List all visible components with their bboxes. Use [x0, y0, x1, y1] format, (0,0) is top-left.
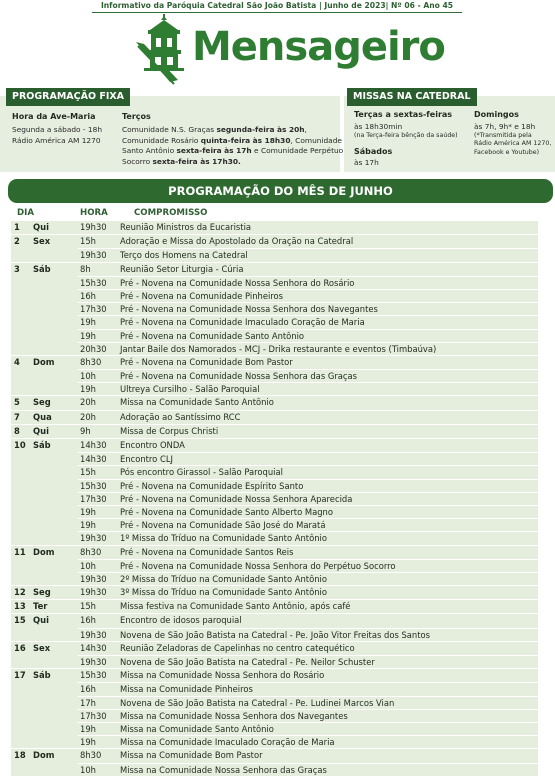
event-time: 19h30	[78, 248, 118, 261]
event-time: 19h	[78, 329, 118, 342]
sunday-broadcast-note-2: Rádio América AM 1270,	[474, 140, 552, 148]
schedule-row	[11, 709, 538, 722]
schedule-row	[11, 248, 538, 261]
schedule-row	[11, 382, 538, 395]
schedule-row	[11, 289, 538, 302]
schedule-row	[11, 452, 538, 465]
column-header-time: HORA	[80, 208, 108, 218]
event-time: 19h30	[78, 221, 118, 234]
event-time: 8h30	[78, 749, 118, 762]
event-description: Novena de São João Batista na Catedral - Pe. Neilor Schuster	[118, 655, 538, 668]
schedule-row	[11, 492, 538, 505]
event-description: 1º Missa do Tríduo na Comunidade Santo Antônio	[118, 531, 538, 544]
schedule-row	[11, 302, 538, 315]
event-time: 10h	[78, 763, 118, 776]
event-time: 16h	[78, 614, 118, 627]
fixed-programming-tag: PROGRAMAÇÃO FIXA	[6, 88, 130, 106]
event-description: Novena de São João Batista na Catedral - Pe. João Vitor Freitas dos Santos	[118, 628, 538, 641]
cathedral-tower-logo	[134, 14, 194, 88]
event-time: 15h	[78, 235, 118, 248]
weekday-label: Qui	[33, 222, 49, 232]
schedule-row	[11, 669, 538, 682]
event-time: 19h	[78, 735, 118, 748]
weekday-masses-note: (na Terça-feira bênção da saúde)	[354, 132, 458, 139]
day-group	[11, 235, 538, 262]
schedule-row	[11, 722, 538, 735]
tercos-line-4: Socorro sexta-feira às 17h30.	[122, 156, 241, 166]
day-group	[11, 356, 538, 397]
event-time: 9h	[78, 425, 118, 438]
event-description: Reunião Zeladoras de Capelinhas no centro catequético	[118, 642, 538, 655]
event-description: Missa na Comunidade Nossa Senhora do Rosário	[118, 669, 538, 682]
day-group	[11, 425, 538, 439]
sunday-masses-title: Domingos	[474, 110, 519, 119]
event-time: 17h	[78, 696, 118, 709]
ave-maria-radio: Rádio América AM 1270	[12, 135, 101, 145]
day-group	[11, 600, 538, 614]
event-time: 19h30	[78, 655, 118, 668]
day-group	[11, 614, 538, 641]
newsletter-title: Mensageiro	[192, 24, 445, 70]
event-description: Ultreya Cursilho - Salão Paroquial	[118, 382, 538, 395]
event-description: 3º Missa do Tríduo na Comunidade Santo Antônio	[118, 586, 538, 599]
event-description: Terço dos Homens na Catedral	[118, 248, 538, 261]
event-time: 19h	[78, 505, 118, 518]
weekday-label: Sex	[33, 642, 51, 653]
weekday-label: Qui	[33, 425, 49, 436]
day-number: 12	[14, 587, 26, 598]
weekday-label: Qui	[33, 615, 49, 626]
event-time: 10h	[78, 369, 118, 382]
event-description: Encontro de idosos paroquial	[118, 614, 538, 627]
event-description: Pré - Novena na Comunidade Bom Pastor	[118, 356, 538, 369]
weekday-label: Dom	[33, 356, 55, 367]
event-time: 15h30	[78, 669, 118, 682]
day-group	[11, 439, 538, 546]
schedule-row	[11, 221, 538, 234]
cathedral-masses-tag: MISSAS NA CATEDRAL	[347, 88, 477, 106]
schedule-row	[11, 276, 538, 289]
weekday-label: Sáb	[33, 670, 51, 681]
schedule-row	[11, 559, 538, 572]
schedule-row	[11, 531, 538, 544]
weekday-label: Sáb	[33, 263, 51, 274]
day-group	[11, 263, 538, 356]
event-time: 17h30	[78, 492, 118, 505]
event-description: Jantar Baile dos Namorados - MCJ - Drika restaurante e eventos (Timbaúva)	[118, 342, 538, 355]
tercos-line-2: Comunidade Rosário quinta-feira às 18h30, Comunidade	[122, 135, 342, 145]
event-time: 8h30	[78, 546, 118, 559]
month-programming-banner: PROGRAMAÇÃO DO MÊS DE JUNHO	[8, 179, 553, 203]
event-description: Encontro ONDA	[118, 439, 538, 452]
event-time: 16h	[78, 289, 118, 302]
sunday-broadcast-note-3: Facebook e Youtube)	[474, 148, 540, 156]
schedule-row	[11, 586, 538, 599]
day-group	[11, 669, 538, 749]
event-description: Missa na Comunidade Nossa Senhora das Graças	[118, 763, 538, 776]
saturday-masses-time: às 17h	[354, 158, 379, 167]
event-description: Missa na Comunidade Imaculado Coração de Maria	[118, 735, 538, 748]
schedule-row	[11, 465, 538, 478]
sunday-broadcast-note-1: (*Transmitida pela	[474, 132, 532, 139]
event-description: Pré - Novena na Comunidade Nossa Senhora Aparecida	[118, 492, 538, 505]
cathedral-masses-panel	[344, 91, 555, 172]
day-group	[11, 642, 538, 669]
event-time: 14h30	[78, 642, 118, 655]
event-description: Missa na Comunidade Pinheiros	[118, 682, 538, 695]
event-time: 19h30	[78, 572, 118, 585]
day-number: 1	[14, 222, 20, 232]
saturday-masses-title: Sábados	[354, 147, 393, 156]
event-time: 17h30	[78, 709, 118, 722]
day-group	[11, 411, 538, 425]
weekday-label: Seg	[33, 587, 51, 598]
day-number: 4	[14, 356, 20, 367]
weekday-label: Ter	[33, 601, 48, 612]
schedule-row	[11, 356, 538, 369]
day-number: 2	[14, 236, 20, 247]
schedule-row	[11, 396, 538, 409]
schedule-row	[11, 655, 538, 668]
schedule-row	[11, 572, 538, 585]
day-number: 8	[14, 425, 20, 436]
tercos-line-3: Santo Antônio sexta-feira às 17h e Comunidade Perpétuo	[122, 146, 344, 156]
tercos-title: Terços	[122, 112, 151, 121]
event-time: 19h	[78, 518, 118, 531]
event-description: Pré - Novena na Comunidade Nossa Senhora das Graças	[118, 369, 538, 382]
schedule-row	[11, 439, 538, 452]
event-description: Pré - Novena na Comunidade Santos Reis	[118, 546, 538, 559]
event-time: 8h	[78, 263, 118, 276]
event-description: 2º Missa do Tríduo na Comunidade Santo Antônio	[118, 572, 538, 585]
event-time: 20h	[78, 411, 118, 424]
event-time: 10h	[78, 559, 118, 572]
schedule-row	[11, 518, 538, 531]
schedule-row	[11, 411, 538, 424]
day-number: 18	[14, 750, 26, 761]
event-time: 19h	[78, 382, 118, 395]
event-time: 14h30	[78, 439, 118, 452]
day-number: 11	[14, 546, 26, 557]
event-description: Pré - Novena na Comunidade Imaculado Coração de Maria	[118, 315, 538, 328]
event-time: 15h	[78, 465, 118, 478]
schedule-table	[11, 221, 538, 777]
day-number: 5	[14, 397, 20, 408]
schedule-row	[11, 342, 538, 355]
event-time: 17h30	[78, 302, 118, 315]
event-description: Missa na Comunidade Bom Pastor	[118, 749, 538, 762]
event-time: 16h	[78, 682, 118, 695]
event-time: 20h	[78, 396, 118, 409]
day-number: 3	[14, 263, 20, 274]
event-time: 19h30	[78, 531, 118, 544]
day-number: 10	[14, 440, 26, 450]
ave-maria-title: Hora da Ave-Maria	[12, 112, 96, 121]
event-time: 19h	[78, 722, 118, 735]
event-description: Missa na Comunidade Santo Antônio	[118, 722, 538, 735]
event-description: Missa festiva na Comunidade Santo Antônio, após café	[118, 600, 538, 613]
newsletter-info-line: Informativo da Paróquia Catedral São João Batista | Junho de 2023| Nº 06 - Ano 45	[92, 0, 462, 13]
day-group	[11, 749, 538, 776]
weekday-label: Seg	[33, 397, 51, 408]
event-description: Pré - Novena na Comunidade Santo Alberto Magno	[118, 505, 538, 518]
ave-maria-schedule: Segunda a sábado - 18h	[12, 125, 103, 134]
event-description: Pré - Novena na Comunidade Pinheiros	[118, 289, 538, 302]
event-description: Reunião Ministros da Eucaristia	[118, 221, 538, 234]
fixed-programming-panel	[0, 91, 344, 172]
event-description: Missa de Corpus Christi	[118, 425, 538, 438]
day-number: 17	[14, 670, 26, 681]
event-description: Pré - Novena na Comunidade Nossa Senhora dos Navegantes	[118, 302, 538, 315]
column-header-commitment: COMPROMISSO	[134, 208, 208, 218]
weekday-label: Sex	[33, 236, 51, 247]
event-description: Reunião Setor Liturgia - Cúria	[118, 263, 538, 276]
event-description: Pré - Novena na Comunidade Santo Antônio	[118, 329, 538, 342]
weekday-label: Sáb	[33, 440, 51, 450]
schedule-row	[11, 329, 538, 342]
event-description: Adoração e Missa do Apostolado da Oração na Catedral	[118, 235, 538, 248]
tercos-line-1: Comunidade N.S. Graças segunda-feira às 20h,	[122, 125, 307, 134]
weekday-masses-time: às 18h30min	[354, 122, 403, 131]
event-time: 15h	[78, 600, 118, 613]
event-time: 15h30	[78, 276, 118, 289]
event-time: 19h30	[78, 628, 118, 641]
weekday-label: Dom	[33, 750, 55, 761]
day-group	[11, 396, 538, 410]
schedule-row	[11, 369, 538, 382]
sunday-masses-time: às 7h, 9h* e 18h	[474, 122, 536, 131]
event-time: 19h	[78, 315, 118, 328]
event-description: Encontro CLJ	[118, 452, 538, 465]
event-description: Pós encontro Girassol - Salão Paroquial	[118, 465, 538, 478]
event-description: Missa na Comunidade Nossa Senhora dos Navegantes	[118, 709, 538, 722]
schedule-row	[11, 682, 538, 695]
event-description: Adoração ao Santíssimo RCC	[118, 411, 538, 424]
schedule-row	[11, 600, 538, 613]
day-group	[11, 546, 538, 587]
event-time: 19h30	[78, 586, 118, 599]
event-description: Pré - Novena na Comunidade Nossa Senhora do Rosário	[118, 276, 538, 289]
day-group	[11, 221, 538, 235]
schedule-row	[11, 315, 538, 328]
schedule-row	[11, 749, 538, 762]
weekday-label: Qua	[33, 411, 52, 422]
event-description: Missa na Comunidade Santo Antônio	[118, 396, 538, 409]
day-number: 7	[14, 411, 20, 422]
schedule-row	[11, 505, 538, 518]
event-time: 20h30	[78, 342, 118, 355]
event-description: Pré - Novena na Comunidade São José do Maratá	[118, 518, 538, 531]
schedule-row	[11, 696, 538, 709]
schedule-row	[11, 628, 538, 641]
day-number: 13	[14, 601, 26, 612]
schedule-row	[11, 425, 538, 438]
schedule-row	[11, 479, 538, 492]
day-number: 16	[14, 642, 26, 653]
schedule-row	[11, 614, 538, 627]
schedule-row	[11, 763, 538, 776]
weekday-masses-title: Terças a sextas-feiras	[354, 110, 453, 119]
schedule-row	[11, 235, 538, 248]
column-header-day: DIA	[17, 208, 34, 218]
event-time: 15h30	[78, 479, 118, 492]
schedule-row	[11, 546, 538, 559]
schedule-row	[11, 642, 538, 655]
event-description: Pré - Novena na Comunidade Nossa Senhora do Perpétuo Socorro	[118, 559, 538, 572]
day-number: 15	[14, 615, 26, 626]
event-time: 14h30	[78, 452, 118, 465]
event-description: Pré - Novena na Comunidade Espírito Santo	[118, 479, 538, 492]
weekday-label: Dom	[33, 546, 55, 557]
event-time: 8h30	[78, 356, 118, 369]
event-description: Novena de São João Batista na Catedral - Pe. Ludinei Marcos Vian	[118, 696, 538, 709]
day-group	[11, 586, 538, 600]
schedule-row	[11, 263, 538, 276]
schedule-row	[11, 735, 538, 748]
